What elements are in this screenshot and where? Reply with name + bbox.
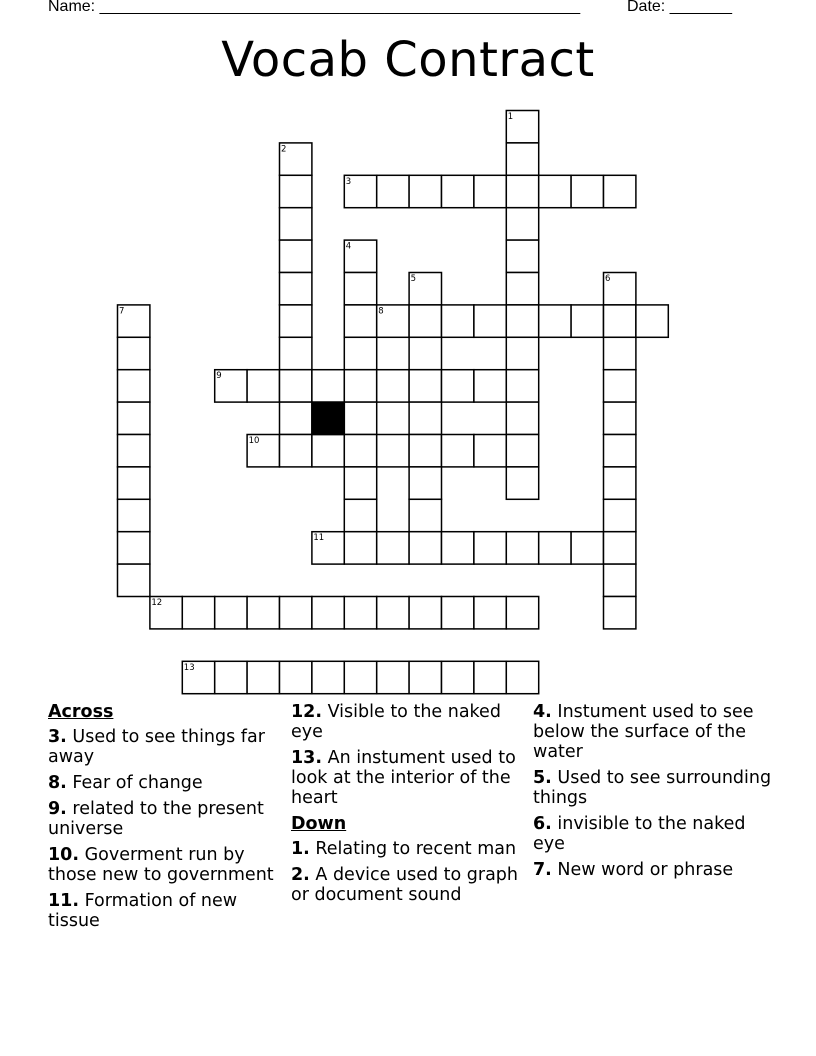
crossword-cell[interactable]	[377, 661, 409, 693]
crossword-cell[interactable]	[604, 370, 636, 402]
crossword-cell[interactable]	[409, 435, 441, 467]
crossword-cell[interactable]	[571, 305, 603, 337]
crossword-cell[interactable]	[377, 370, 409, 402]
cell-number-2: 2	[281, 144, 287, 155]
crossword-cell[interactable]	[344, 337, 376, 369]
clue-number: 4.	[533, 702, 552, 722]
clue-text: New word or phrase	[557, 860, 734, 880]
clue-down-6	[533, 814, 773, 854]
cell-number-10: 10	[248, 436, 260, 446]
crossword-cell[interactable]	[377, 532, 409, 564]
crossword-cell[interactable]	[506, 273, 538, 305]
clue-number: 7.	[533, 860, 552, 880]
cell-number-3: 3	[345, 176, 352, 187]
cell-number-1: 1	[507, 112, 514, 122]
crossword-cell[interactable]	[215, 597, 247, 629]
clue-text: Goverment run by those new to government	[48, 845, 274, 885]
down-heading: Down	[291, 814, 347, 834]
crossword-cell[interactable]	[506, 240, 538, 272]
crossword-cell[interactable]	[442, 435, 474, 467]
crossword-cell[interactable]	[344, 499, 376, 531]
crossword-cell[interactable]	[506, 597, 538, 629]
crossword-cell[interactable]	[506, 661, 538, 693]
crossword-cell[interactable]	[280, 208, 312, 240]
clue-across-3	[48, 727, 278, 767]
crossword-cell[interactable]	[539, 305, 571, 337]
crossword-cell[interactable]	[506, 370, 538, 402]
crossword-cell[interactable]	[409, 370, 441, 402]
crossword-cell[interactable]	[118, 370, 150, 402]
crossword-cell[interactable]	[506, 208, 538, 240]
crossword-cell[interactable]	[409, 467, 441, 499]
crossword-cell[interactable]	[539, 532, 571, 564]
crossword-cell[interactable]	[280, 661, 312, 693]
cell-number-7: 7	[119, 306, 125, 317]
crossword-cell[interactable]	[377, 597, 409, 629]
clue-across-13	[291, 748, 526, 808]
crossword-cell[interactable]	[377, 175, 409, 207]
clue-down-2	[291, 865, 526, 905]
clue-down-5	[533, 768, 773, 808]
clue-number: 3.	[48, 727, 67, 747]
crossword-cell[interactable]	[604, 402, 636, 434]
crossword-cell[interactable]	[409, 305, 441, 337]
crossword-cell[interactable]	[280, 402, 312, 434]
crossword-cell[interactable]	[506, 532, 538, 564]
crossword-cell[interactable]	[409, 597, 441, 629]
clue-text: Used to see things far away	[48, 727, 265, 767]
crossword-cell[interactable]	[344, 273, 376, 305]
clue-text: Relating to recent man	[315, 839, 517, 859]
clue-number: 8.	[48, 773, 67, 793]
crossword-cell[interactable]	[442, 597, 474, 629]
clue-text: Used to see surrounding things	[533, 768, 772, 808]
clue-text: invisible to the naked eye	[533, 814, 746, 854]
crossword-cell[interactable]	[506, 435, 538, 467]
crossword-cell[interactable]	[636, 305, 668, 337]
crossword-cell[interactable]	[409, 661, 441, 693]
crossword-cell[interactable]	[474, 532, 506, 564]
crossword-cell[interactable]	[604, 564, 636, 596]
crossword-cell[interactable]	[474, 305, 506, 337]
crossword-cell[interactable]	[344, 661, 376, 693]
clue-text: Visible to the naked eye	[291, 702, 501, 742]
crossword-cell[interactable]	[506, 337, 538, 369]
crossword-cell[interactable]	[312, 597, 344, 629]
crossword-cell[interactable]	[280, 305, 312, 337]
cell-number-5: 5	[410, 274, 417, 284]
crossword-cell[interactable]	[604, 467, 636, 499]
clue-down-4	[533, 702, 773, 762]
crossword-cell[interactable]	[604, 435, 636, 467]
across-heading: Across	[48, 702, 114, 722]
clue-number: 6.	[533, 814, 552, 834]
crossword-cell[interactable]	[604, 597, 636, 629]
crossword-cell[interactable]	[118, 435, 150, 467]
cell-number-11: 11	[313, 533, 325, 544]
clue-across-12	[291, 702, 526, 742]
cell-number-9: 9	[216, 371, 222, 382]
clue-number: 9.	[48, 799, 67, 819]
clues-column-3	[533, 702, 773, 886]
clue-across-8	[48, 773, 278, 793]
clue-number: 10.	[48, 845, 80, 865]
crossword-cell[interactable]	[474, 370, 506, 402]
crossword-cell[interactable]	[571, 175, 603, 207]
crossword-cell[interactable]	[604, 305, 636, 337]
clue-text: Instument used to see below the surface of the water	[533, 702, 754, 762]
crossword-cell[interactable]	[604, 175, 636, 207]
crossword-cell[interactable]	[118, 402, 150, 434]
crossword-cell[interactable]	[312, 370, 344, 402]
clue-across-11	[48, 891, 278, 931]
crossword-black-cell	[312, 402, 344, 434]
clues-column-2	[291, 702, 526, 911]
crossword-cell[interactable]	[442, 370, 474, 402]
crossword-cell[interactable]	[409, 175, 441, 207]
clue-text: related to the present universe	[48, 799, 264, 839]
crossword-cell[interactable]	[409, 499, 441, 531]
clue-text: A device used to graph or document sound	[291, 865, 518, 905]
clue-text: Formation of new tissue	[48, 891, 238, 931]
crossword-cell[interactable]	[247, 661, 279, 693]
clues-column-1	[48, 702, 278, 937]
crossword-cell[interactable]	[539, 175, 571, 207]
crossword-cell[interactable]	[344, 597, 376, 629]
crossword-cell[interactable]	[604, 499, 636, 531]
crossword-cell[interactable]	[182, 597, 214, 629]
crossword-cell[interactable]	[280, 273, 312, 305]
clue-number: 13.	[291, 748, 323, 768]
crossword-cell[interactable]	[215, 661, 247, 693]
crossword-cell[interactable]	[409, 402, 441, 434]
crossword-cell[interactable]	[247, 597, 279, 629]
crossword-cell[interactable]	[474, 435, 506, 467]
cell-number-6: 6	[605, 274, 611, 284]
crossword-cell[interactable]	[377, 435, 409, 467]
clue-number: 5.	[533, 768, 552, 788]
crossword-cell[interactable]	[474, 175, 506, 207]
cell-number-4: 4	[345, 241, 352, 252]
crossword-cell[interactable]	[409, 532, 441, 564]
clue-number: 2.	[291, 865, 310, 885]
crossword-cell[interactable]	[280, 435, 312, 467]
crossword-cell[interactable]	[604, 532, 636, 564]
crossword-cell[interactable]	[280, 175, 312, 207]
crossword-cell[interactable]	[474, 661, 506, 693]
crossword-cell[interactable]	[506, 143, 538, 175]
clue-text: An instument used to look at the interior of the heart	[291, 748, 516, 808]
clue-number: 1.	[291, 839, 310, 859]
clue-across-9	[48, 799, 278, 839]
crossword-cell[interactable]	[344, 370, 376, 402]
clue-down-7	[533, 860, 773, 880]
crossword-cell[interactable]	[312, 661, 344, 693]
crossword-cell[interactable]	[280, 370, 312, 402]
crossword-cell[interactable]	[118, 467, 150, 499]
crossword-cell[interactable]	[506, 402, 538, 434]
crossword-cell[interactable]	[442, 305, 474, 337]
crossword-cell[interactable]	[280, 337, 312, 369]
crossword-cell[interactable]	[118, 532, 150, 564]
crossword-cell[interactable]	[118, 564, 150, 596]
page-title: Vocab Contract	[221, 32, 595, 88]
clue-text: Fear of change	[72, 773, 203, 793]
clue-number: 11.	[48, 891, 80, 911]
crossword-cell[interactable]	[280, 240, 312, 272]
crossword-cell[interactable]	[344, 467, 376, 499]
crossword-cell[interactable]	[247, 370, 279, 402]
crossword-cell[interactable]	[344, 532, 376, 564]
crossword-cell[interactable]	[604, 337, 636, 369]
crossword-cell[interactable]	[474, 597, 506, 629]
clue-number: 12.	[291, 702, 323, 722]
crossword-cell[interactable]	[344, 305, 376, 337]
cell-number-8: 8	[378, 306, 384, 317]
crossword-cell[interactable]	[442, 661, 474, 693]
cell-number-13: 13	[183, 662, 195, 673]
crossword-cell[interactable]	[344, 435, 376, 467]
crossword-cell[interactable]	[442, 532, 474, 564]
cell-number-12: 12	[151, 598, 163, 608]
crossword-cell[interactable]	[442, 175, 474, 207]
crossword-cell[interactable]	[506, 467, 538, 499]
date-field-label: Date: _______	[627, 0, 732, 15]
crossword-cell[interactable]	[571, 532, 603, 564]
crossword-cell[interactable]	[506, 175, 538, 207]
crossword-cell[interactable]	[409, 337, 441, 369]
crossword-cell[interactable]	[312, 435, 344, 467]
crossword-cell[interactable]	[118, 337, 150, 369]
clue-across-10	[48, 845, 278, 885]
clue-down-1	[291, 839, 526, 859]
crossword-cell[interactable]	[280, 597, 312, 629]
crossword-cell[interactable]	[344, 402, 376, 434]
crossword-cell[interactable]	[118, 499, 150, 531]
crossword-cell[interactable]	[506, 305, 538, 337]
name-field-label: Name: ______________________________________________________	[48, 0, 581, 15]
